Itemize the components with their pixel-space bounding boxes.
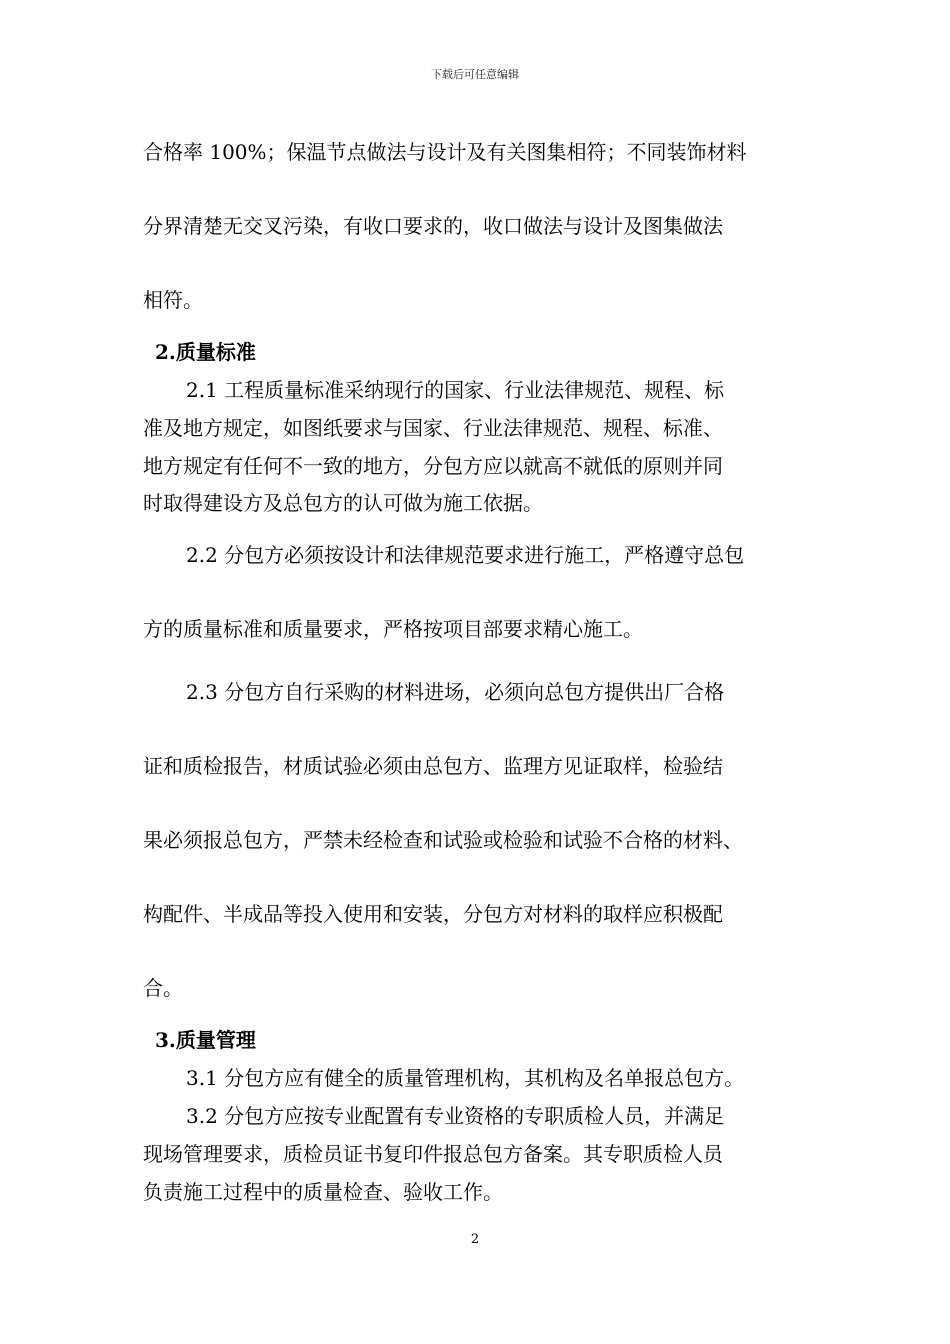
body-line: 证和质检报告，材质试验必须由总包方、监理方见证取样，检验结 <box>143 754 723 778</box>
body-line: 合格率 100%；保温节点做法与设计及有关图集相符；不同装饰材料 <box>143 140 747 164</box>
page-number: 2 <box>470 1232 480 1247</box>
body-line: 3.2 分包方应按专业配置有专业资格的专职质检人员，并满足 <box>186 1104 725 1128</box>
body-line: 负责施工过程中的质量检查、验收工作。 <box>143 1180 503 1204</box>
body-line: 果必须报总包方，严禁未经检查和试验或检验和试验不合格的材料、 <box>143 828 743 852</box>
body-line: 构配件、半成品等投入使用和安装，分包方对材料的取样应积极配 <box>143 902 723 926</box>
section-heading-quality-management: 3.质量管理 <box>155 1028 256 1052</box>
body-line: 分界清楚无交叉污染，有收口要求的，收口做法与设计及图集做法 <box>143 214 723 238</box>
section-heading-quality-standard: 2.质量标准 <box>155 340 256 364</box>
body-line: 2.3 分包方自行采购的材料进场，必须向总包方提供出厂合格 <box>186 680 725 704</box>
body-line: 合。 <box>143 976 183 1000</box>
body-line: 相符。 <box>143 288 203 312</box>
body-line: 2.1 工程质量标准采纳现行的国家、行业法律规范、规程、标 <box>186 378 725 402</box>
body-line: 现场管理要求，质检员证书复印件报总包方备案。其专职质检人员 <box>143 1142 723 1166</box>
body-line: 方的质量标准和质量要求，严格按项目部要求精心施工。 <box>143 617 643 641</box>
body-line: 3.1 分包方应有健全的质量管理机构，其机构及名单报总包方。 <box>186 1066 745 1090</box>
body-line: 准及地方规定，如图纸要求与国家、行业法律规范、规程、标准、 <box>143 416 723 440</box>
body-line: 时取得建设方及总包方的认可做为施工依据。 <box>143 491 543 515</box>
body-line: 2.2 分包方必须按设计和法律规范要求进行施工，严格遵守总包 <box>186 543 745 567</box>
body-line: 地方规定有任何不一致的地方，分包方应以就高不就低的原则并同 <box>143 454 723 478</box>
page-header: 下载后可任意编辑 <box>431 68 519 81</box>
